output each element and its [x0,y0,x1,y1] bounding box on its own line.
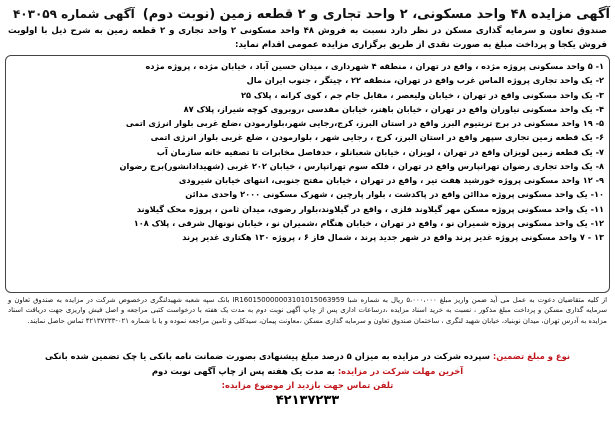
list-item: ۵- ۱۹ واحد مسکونی در برج تریتیوم البرز واقع در استان البرز، کرج،رجایی شهر،بلوارمودن ،ضلع غربی بلوار انرژی اتمی [125,118,604,129]
list-item: ۱۳ - ۷ واحد مسکونی پروژه غدیر پرند واقع در شهر جدید پرند ، شمال فاز ۶ ، پروژه ۱۳۰ هکتاری غدیر پرند [182,232,604,243]
list-item: ۱۲- یک واحد مسکونی پروژه شمیران نو ، واقع در تهران ، خیابان هنگام ،شمیران نو ، خیابان نونهال شرقی ، پلاک ۱۰۸ [133,217,604,228]
property-list [5,55,610,293]
deadline-label: آخرین مهلت شرکت در مزایده: [337,365,464,376]
list-item: ۳- یک واحد مسکونی واقع در تهران ، خیابان ولیعصر ، مقابل جام جم ، کوی کرانه ، پلاک ۲۵ [241,89,604,100]
list-item: ۶- یک قطعه زمین تجاری سپهر واقع در استان البرز، کرج ، رجایی شهر ، بلوارمودن ، ضلع غربی بلوار انرژی اتمی [150,132,604,143]
notice-title: آگهی مزایده ۴۸ واحد مسکونی، ۲ واحد تجاری و ۲ قطعه زمین (نوبت دوم) [142,6,610,22]
list-item: ۹- ۱۲ واحد مسکونی پروژه خورشید هفت تیر ، واقع در تهران ، خیابان مفتح جنوبی، انتهای خیابان شیرودی [178,175,604,186]
deadline-text: به مدت یک هفته پس از چاپ آگهی نوبت دوم [151,365,335,376]
list-item: ۸- یک واحد تجاری رضوان تهرانپارس واقع در تهران ، فلکه سوم تهرانپارس ، خیابان ۲۰۲ غربی (شهیدادانشور)برج رضوان [119,160,604,171]
list-item: ۴- یک واحد مسکونی نیاوران واقع در تهران ، خیابان باهنر، خیابان مقدسی ،روبروی کوچه شیراز، پلاک ۸۷ [183,103,604,114]
instructions-paragraph: از کلیه متقاضیان دعوت به عمل می آید ضمن واریز مبلغ ۵،۰۰۰،۰۰۰ ریال به شماره شبا IR160150000003101015063959 بانک سپه شعبه شهیدلنگری درخصوص شرکت در مزایده به صندوق تعاون و سرمایه گذاری مسکن و پرداخت مبلغ مذکور ، نسبت به خرید اسناد مزایده ،درساعات اداری پس از چاپ آگهی نوبت دوم به مدت یک هفته با درخواست کتبی مراجعه و اصل فیش واریزی جهت دریافت اسناد مزایده به آدرس تهران، میدان نوبنیاد، خیابان شهید لنگری ، ساختمان صندوق تعاون و سرمایه گذاری مسکن ،معاونت پیمان، سیدکلی و تامین مراجعه نموده و یا با شماره ۰۲۱-۴۲۱۳۷۲۳۳ تماس حاصل نمایند. [8,296,607,325]
list-item: ۱- ۵ واحد مسکونی پروژه مژده ، واقع در تهران ، منطقه ۴ شهرداری ، میدان حسین آباد ، خیابان مژده ، پروژه مژده [145,61,604,72]
guarantee-label: نوع و مبلغ تضمین: [492,351,571,362]
notice-number: آگهی شماره ۴۰۳۰۵۹ [12,7,135,21]
guarantee-text: سپرده شرکت در مزایده به میزان ۵ درصد مبلغ پیشنهادی بصورت ضمانت نامه بانکی یا چک تضمین شده بانکی [44,351,490,362]
header [5,3,610,25]
phone-number: ۴۲۱۳۷۲۳۳ [275,393,340,409]
phone-label: تلفن تماس جهت بازدید از موضوع مزایده: [221,380,394,391]
list-item: ۲- یک واحد تجاری پروژه الماس غرب واقع در تهران، منطقه ۲۲ ، چیتگر ، جنوب ایران مال [246,75,604,86]
deadline-line [5,364,610,379]
intro-paragraph: صندوق تعاون و سرمایه گذاری مسکن در نظر دارد نسبت به فروش ۴۸ واحد مسکونی ۲ واحد تجاری و ۲ قطعه زمین به شرح ذیل با اولویت فروش یکجا و پرداخت مبلغ به صورت نقدی از طریق برگزاری مزایده عمومی اقدام نماید: [8,26,607,50]
phone-line [5,378,610,392]
list-item: ۷- یک قطعه زمین لویزان واقع در تهران ، لویزان ، خیابان شعبانلو ، حدفاصل مخابرات تا تصفیه خانه سازمان آب [156,146,604,157]
list-item: ۱۰- یک واحد مسکونی پروژه مداائن واقع در پاکدشت ، بلوار پارچین ، شهرک مسکونی ۲۰۰۰ واحدی مدائن [185,189,604,200]
guarantee-line [5,349,610,364]
footer [5,349,610,410]
list-item: ۱۱- یک واحد مسکونی پروژه مسکن مهر گیلاوند فلزی ، واقع در گیلاوند،بلوار رضوی، میدان ثامن ، پروژه محک گیلاوند [136,203,604,214]
